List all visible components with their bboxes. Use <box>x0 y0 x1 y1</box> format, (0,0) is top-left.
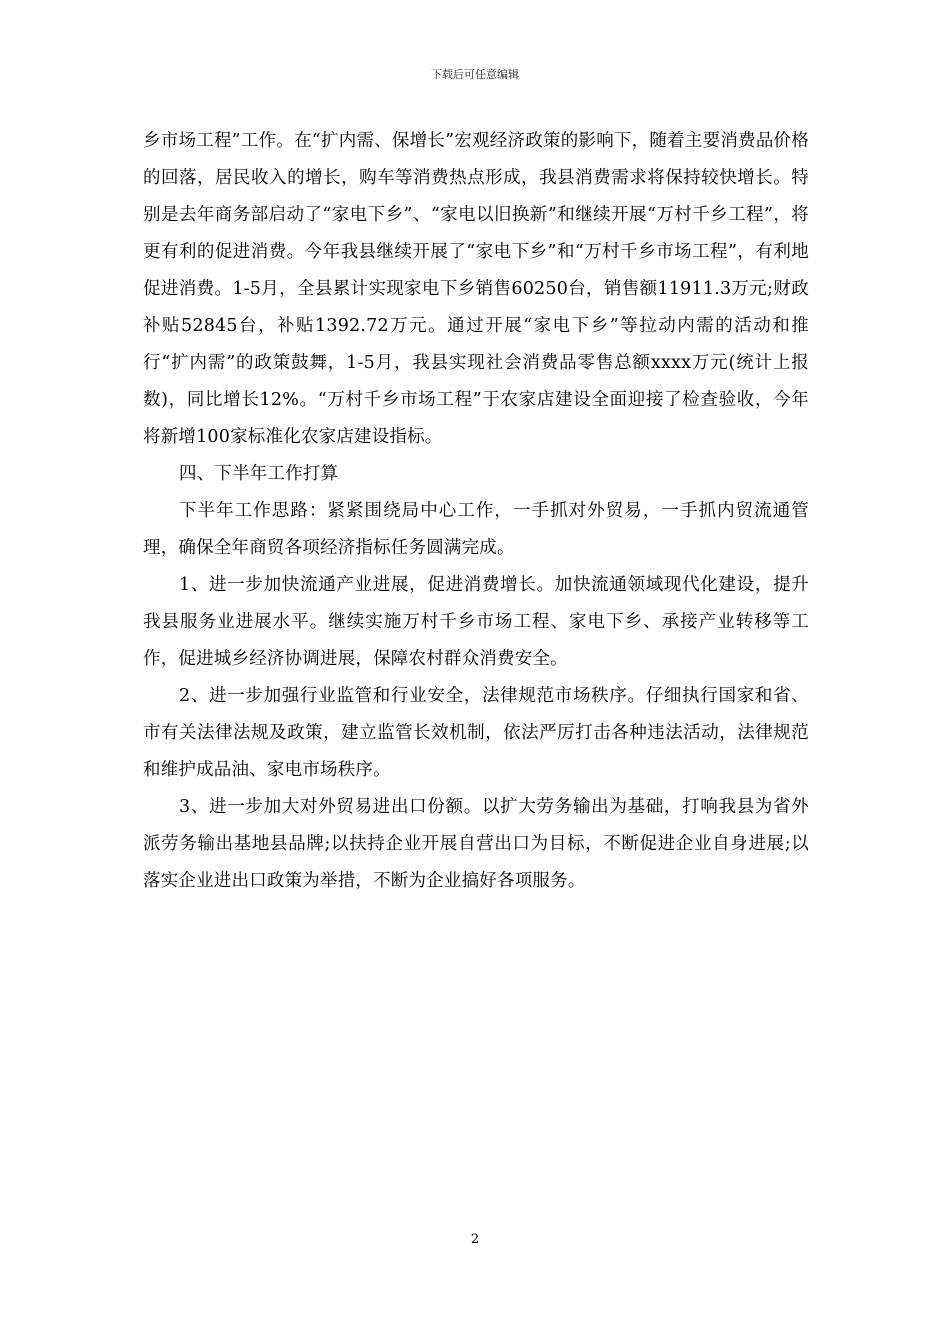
paragraph-item-3: 3、进一步加大对外贸易进出口份额。以扩大劳务输出为基础，打响我县为省外派劳务输出基地县品牌;以扶持企业开展自营出口为目标，不断促进企业自身进展;以落实企业进出口政策为举措，不断为企业搞好各项服务。 <box>143 797 809 891</box>
paragraph-consumption-growth: 乡市场工程”工作。在“扩内需、保增长”宏观经济政策的影响下，随着主要消费品价格的回落，居民收入的增长，购车等消费热点形成，我县消费需求将保持较快增长。特别是去年商务部启动了“家电下乡”、“家电以旧换新”和继续开展“万村千乡工程”，将更有利的促进消费。今年我县继续开展了“家电下乡”和“万村千乡市场工程”，有利地促进消费。1-5月，全县累计实现家电下乡销售60250台，销售额11911.3万元;财政补贴52845台，补贴1392.72万元。通过开展“家电下乡”等拉动内需的活动和推行“扩内需”的政策鼓舞，1-5月，我县实现社会消费品零售总额xxxx万元(统计上报数)，同比增长12%。“万村千乡市场工程”于农家店建设全面迎接了检查验收，今年将新增100家标准化农家店建设指标。 <box>143 131 809 447</box>
paragraph-item-1: 1、进一步加快流通产业进展，促进消费增长。加快流通领域现代化建设，提升我县服务业进展水平。继续实施万村千乡市场工程、家电下乡、承接产业转移等工作，促进城乡经济协调进展，保障农村群众消费安全。 <box>143 575 809 669</box>
paragraph-work-ideas: 下半年工作思路：紧紧围绕局中心工作，一手抓对外贸易，一手抓内贸流通管理，确保全年商贸各项经济指标任务圆满完成。 <box>143 501 809 558</box>
paragraph-item-2: 2、进一步加强行业监管和行业安全，法律规范市场秩序。仔细执行国家和省、市有关法律法规及政策，建立监管长效机制，依法严厉打击各种违法活动，法律规范和维护成品油、家电市场秩序。 <box>143 686 809 780</box>
page-number: 2 <box>470 1232 480 1247</box>
document-body <box>143 123 809 900</box>
section-heading-second-half-plan: 四、下半年工作打算 <box>179 464 339 484</box>
page-header-note: 下载后可任意编辑 <box>431 68 519 81</box>
